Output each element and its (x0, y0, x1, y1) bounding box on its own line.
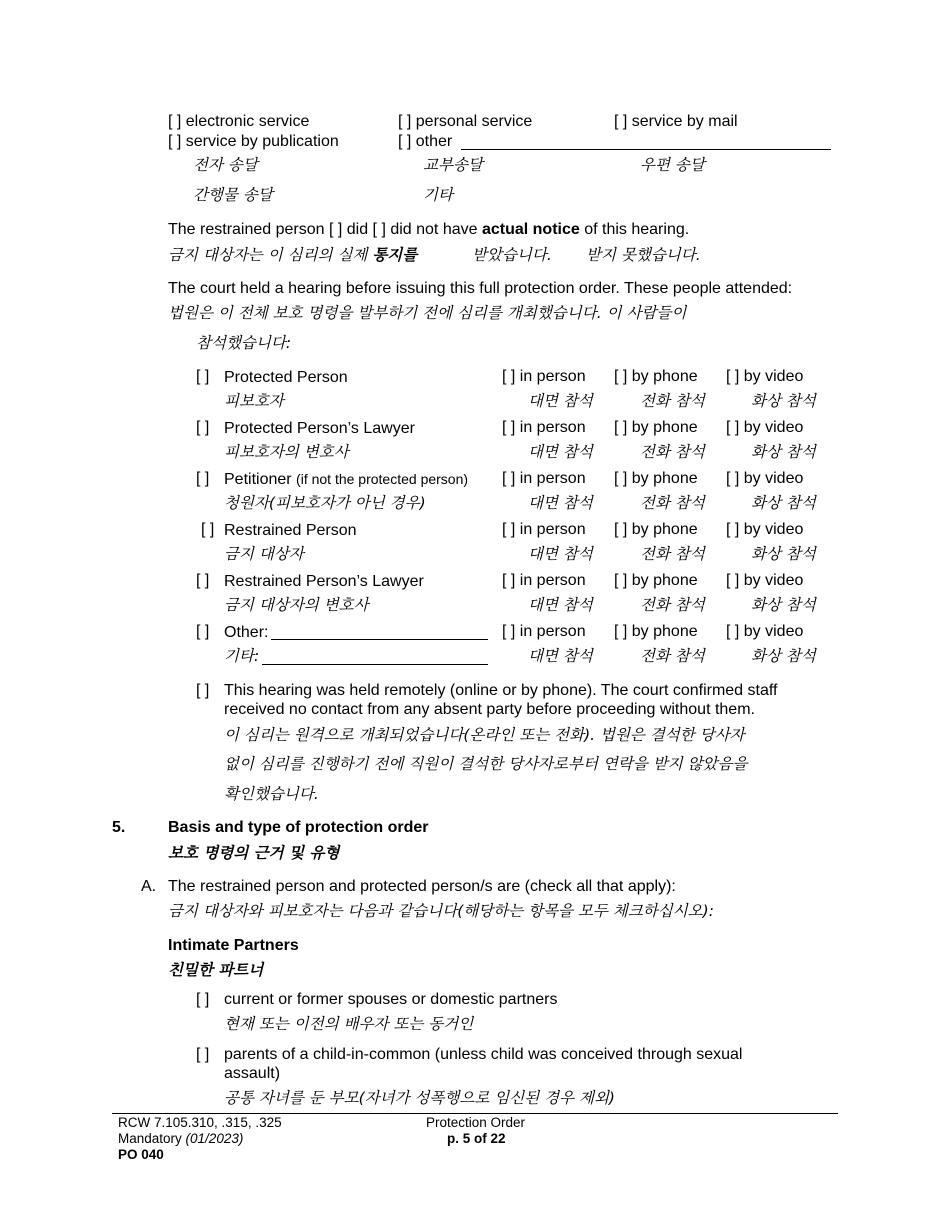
ko-remote-text-2: 없이 심리를 진행하기 전에 직원이 결석한 당사자로부터 연락을 받지 않았음을 (224, 755, 748, 773)
attend-by-phone: [ ] by phone (614, 521, 698, 538)
ko-attendee-label: 청원자(피보호자가 아닌 경우) (224, 494, 426, 512)
ko-attend-by-phone: 전화 참석 (640, 647, 705, 665)
attendee-checkbox: [ ] (201, 521, 215, 538)
subsection-a-text: The restrained person and protected person/s are (check all that apply): (168, 878, 676, 895)
ko-attend-by-video: 화상 참석 (751, 392, 816, 410)
ko-notice-did: 받았습니다. (472, 246, 552, 264)
remote-text-2: received no contact from any absent party before proceeding without them. (224, 701, 755, 718)
attendee-checkbox: [ ] (196, 572, 210, 589)
ko-option-spouses: 현재 또는 이전의 배우자 또는 동거인 (224, 1015, 474, 1033)
section-title: Basis and type of protection order (168, 819, 429, 836)
attendee-checkbox: [ ] (196, 419, 210, 436)
remote-checkbox: [ ] (196, 682, 210, 699)
footer-title: Protection Order (426, 1115, 526, 1130)
attend-in-person: [ ] in person (502, 623, 586, 640)
footer-rule (112, 1113, 838, 1114)
ko-actual-notice-line: 금지 대상자는 이 심리의 실제 통지를 (168, 246, 418, 264)
attend-in-person: [ ] in person (502, 572, 586, 589)
ko-attend-by-video: 화상 참석 (751, 443, 816, 461)
ko-attend-by-phone: 전화 참석 (640, 392, 705, 410)
other-blank-line (461, 149, 831, 150)
footer-rcw: RCW 7.105.310, .315, .325 (118, 1115, 282, 1130)
service-electronic: [ ] electronic service (168, 113, 310, 130)
attend-in-person: [ ] in person (502, 521, 586, 538)
attendee-checkbox: [ ] (196, 623, 210, 640)
ko-attend-by-video: 화상 참석 (751, 647, 816, 665)
ko-attendee-label: 기타: (224, 647, 260, 665)
intimate-partners-heading: Intimate Partners (168, 937, 299, 954)
ko-option-parents: 공통 자녀를 둔 부모(자녀가 성폭행으로 임신된 경우 제외) (224, 1089, 615, 1107)
option-parents-checkbox: [ ] (196, 1046, 210, 1063)
ko-attend-in-person: 대면 참석 (528, 596, 593, 614)
ko-other-attendee-blank-line (262, 664, 488, 665)
remote-text-1: This hearing was held remotely (online or by phone). The court confirmed staff (224, 682, 778, 699)
attendee-label: Other: (224, 624, 269, 641)
attend-by-video: [ ] by video (726, 521, 804, 538)
attend-by-phone: [ ] by phone (614, 368, 698, 385)
attend-by-video: [ ] by video (726, 368, 804, 385)
ko-service-mail: 우편 송달 (640, 156, 705, 174)
ko-attend-by-video: 화상 참석 (751, 494, 816, 512)
attend-in-person: [ ] in person (502, 470, 586, 487)
ko-service-personal: 교부송달 (423, 156, 483, 174)
service-mail: [ ] service by mail (614, 113, 738, 130)
service-personal: [ ] personal service (398, 113, 533, 130)
ko-attend-by-phone: 전화 참석 (640, 494, 705, 512)
ko-attend-in-person: 대면 참석 (528, 392, 593, 410)
ko-attendee-label: 피보호자 (224, 392, 284, 410)
ko-attend-by-video: 화상 참석 (751, 545, 816, 563)
ko-remote-text-3: 확인했습니다. (224, 785, 319, 803)
attendee-label: Restrained Person’s Lawyer (224, 573, 424, 590)
ko-remote-text-1: 이 심리는 원격으로 개최되었습니다(온라인 또는 전화). 법원은 결석한 당사자 (224, 726, 745, 744)
attend-by-video: [ ] by video (726, 572, 804, 589)
service-publication: [ ] service by publication (168, 133, 339, 150)
attend-by-phone: [ ] by phone (614, 572, 698, 589)
ko-attendee-label: 금지 대상자의 변호사 (224, 596, 369, 614)
attend-in-person: [ ] in person (502, 368, 586, 385)
ko-attend-by-phone: 전화 참석 (640, 443, 705, 461)
attend-by-video: [ ] by video (726, 419, 804, 436)
ko-attend-by-phone: 전화 참석 (640, 596, 705, 614)
attend-by-phone: [ ] by phone (614, 419, 698, 436)
attend-by-video: [ ] by video (726, 470, 804, 487)
attendee-label: Protected Person’s Lawyer (224, 420, 415, 437)
ko-intimate-partners-heading: 친밀한 파트너 (168, 961, 264, 979)
actual-notice-line: The restrained person [ ] did [ ] did not have actual notice of this hearing. (168, 221, 690, 238)
attendee-label: Protected Person (224, 369, 348, 386)
attendee-label: Petitioner (if not the protected person) (224, 471, 469, 488)
ko-hearing-intro-1: 법원은 이 전체 보호 명령을 발부하기 전에 심리를 개최했습니다. 이 사람들이 (168, 304, 687, 322)
ko-attend-by-phone: 전화 참석 (640, 545, 705, 563)
option-parents-1: parents of a child-in-common (unless child was conceived through sexual (224, 1046, 743, 1063)
footer-page-number: p. 5 of 22 (447, 1131, 506, 1146)
option-parents-2: assault) (224, 1065, 281, 1082)
attendee-checkbox: [ ] (196, 470, 210, 487)
subsection-a-label: A. (141, 878, 157, 895)
attendee-label: Restrained Person (224, 522, 357, 539)
ko-attend-in-person: 대면 참석 (528, 494, 593, 512)
ko-hearing-intro-2: 참석했습니다: (196, 334, 292, 352)
footer-mandatory: Mandatory (01/2023) (118, 1131, 244, 1146)
ko-section-title: 보호 명령의 근거 및 유형 (168, 844, 340, 862)
attendee-checkbox: [ ] (196, 368, 210, 385)
ko-attend-by-video: 화상 참석 (751, 596, 816, 614)
attend-by-video: [ ] by video (726, 623, 804, 640)
ko-service-other: 기타 (423, 186, 453, 204)
section-number: 5. (112, 819, 126, 836)
ko-attend-in-person: 대면 참석 (528, 647, 593, 665)
option-spouses-checkbox: [ ] (196, 991, 210, 1008)
attend-in-person: [ ] in person (502, 419, 586, 436)
ko-service-publication: 간행물 송달 (193, 186, 273, 204)
ko-attendee-label: 금지 대상자 (224, 545, 304, 563)
attend-by-phone: [ ] by phone (614, 470, 698, 487)
option-spouses: current or former spouses or domestic partners (224, 991, 558, 1008)
ko-notice-did-not: 받지 못했습니다. (586, 246, 701, 264)
service-other: [ ] other (398, 133, 453, 150)
attend-by-phone: [ ] by phone (614, 623, 698, 640)
ko-attendee-label: 피보호자의 변호사 (224, 443, 349, 461)
other-attendee-blank-line (271, 639, 488, 640)
ko-subsection-a-text: 금지 대상자와 피보호자는 다음과 같습니다(해당하는 항목을 모두 체크하십시오): (168, 902, 714, 920)
ko-attend-in-person: 대면 참석 (528, 443, 593, 461)
hearing-intro: The court held a hearing before issuing this full protection order. These people attended: (168, 280, 793, 297)
ko-attend-in-person: 대면 참석 (528, 545, 593, 563)
footer-form-number: PO 040 (118, 1147, 164, 1162)
ko-service-electronic: 전자 송달 (193, 156, 258, 174)
